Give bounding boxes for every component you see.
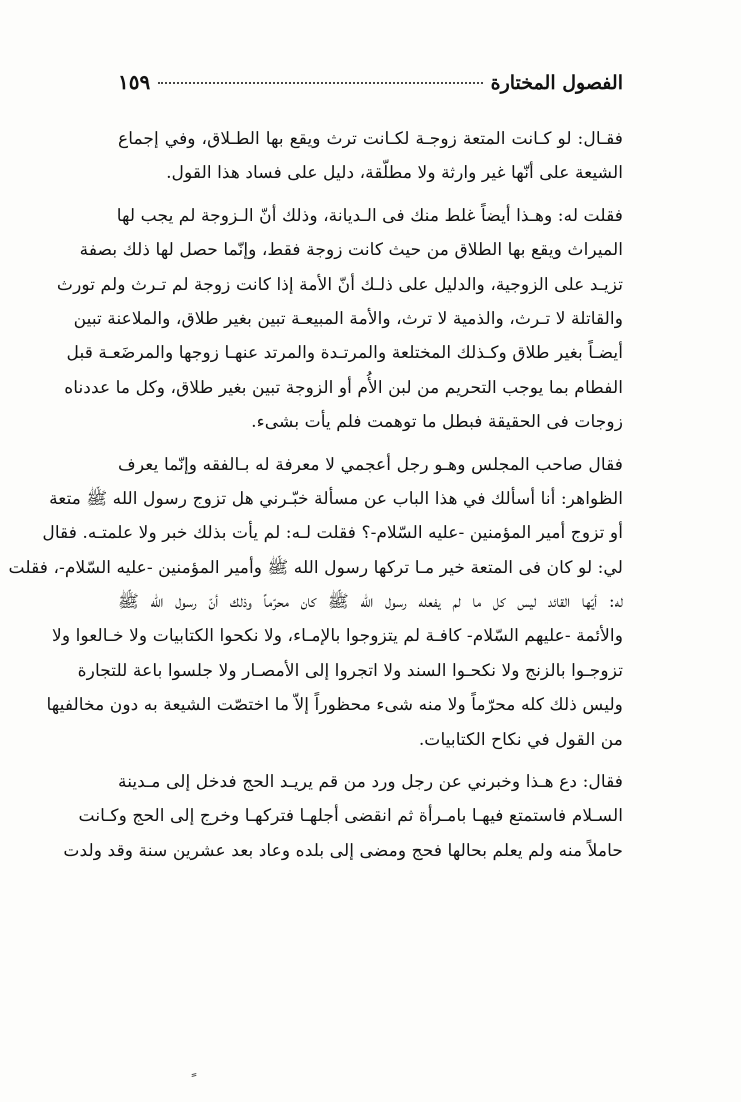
- text-line: زوجات فى الحقيقة فبطل ما توهمت فلم يأت بشىء.: [251, 412, 623, 433]
- text-line: من القول في نكاح الكتابيات.: [418, 729, 623, 750]
- running-header: [118, 70, 623, 110]
- page-body: [8, 122, 623, 868]
- page-number: ١٥٩: [118, 70, 151, 94]
- text-line: السـلام فاستمتع فيهـا بامـرأة ثم انقضى أجلهـا فتركهـا وخرج إلى الحج وكـانت: [78, 806, 623, 827]
- text-line: والأئمة -عليهم السّلام- كافـة لم يتزوجوا بالإمـاء، ولا نكحوا الكتابيات ولا خـالعوا ولا: [52, 626, 623, 647]
- text-line: الشيعة على أنّها غير وارثة ولا مطلّقة، دليل على فساد هذا القول.: [166, 163, 623, 184]
- text-line: أو تزوج أمير المؤمنين -عليه السّلام-؟ فقلت لـه: لم يأت بذلك خبر ولا علمتـه. فقال: [42, 523, 623, 544]
- text-line: الميراث ويقع بها الطلاق من حيث كانت زوجة فقط، وإنّما حصل لها ذلك بصفة: [79, 240, 623, 261]
- paragraph: [56, 199, 623, 440]
- text-line: الفطام بما يوجب التحريم من لبن الأُم أو الزوجة تبين بغير طلاق، وكل ما عددناه: [64, 377, 623, 398]
- paragraph: [63, 765, 623, 868]
- text-line: له: أيّها القائد ليس كل ما لم يفعله رسول الله ﷺ كان محرّماً وذلك أنّ رسول الله ﷺ: [118, 592, 623, 613]
- header-leader-dots: [158, 82, 482, 84]
- text-line: حاملاً منه ولم يعلم بحالها فحج ومضى إلى بلده وعاد بعد عشرين سنة وقد ولدت: [63, 840, 623, 861]
- text-line: تزوجـوا بالزنج ولا نكحـوا السند ولا اتجروا إلى الأمصـار ولا جلسوا باعة للتجارة: [77, 660, 623, 681]
- paragraph: [8, 448, 623, 758]
- text-line: أيضـاً بغير طلاق وكـذلك المختلعة والمرتـدة والمرتد عنهـا زوجها والمرضَعـة قبل: [66, 343, 623, 364]
- text-line: والقاتلة لا تـرث، والذمية لا ترث، والأمة المبيعـة تبين بغير طلاق، والملاعنة تبين: [73, 308, 623, 329]
- text-line: فقـال: لو كـانت المتعة زوجـة لكـانت ترث ويقع بها الطـلاق، وفي إجماع: [118, 129, 623, 149]
- text-line: تزيـد على الزوجية، والدليل على ذلـك أنّ الأمة إذا كانت زوجة لم تـرث ولم تورث: [56, 274, 623, 295]
- text-line: الظواهر: أنا أسألك في هذا الباب عن مسألة خبّـرني هل تزوج رسول الله ﷺ متعة: [49, 488, 623, 509]
- book-title: الفصول المختارة: [490, 72, 623, 94]
- text-line: وليس ذلك كله محرّماً ولا منه شىء محظوراً إلاّ ما اختصّت الشيعة به دون مخالفيها: [46, 695, 623, 716]
- text-line: لي: لو كان فى المتعة خير مـا تركها رسول الله ﷺ وأمير المؤمنين -عليه السّلام-، فقلت: [8, 557, 623, 578]
- text-line: فقال صاحب المجلس وهـو رجل أعجمي لا معرفة له بـالفقه وإنّما يعرف: [118, 454, 623, 475]
- text-line: فقال: دع هـذا وخبرني عن رجل ورد من قم يريـد الحج فدخل إلى مـدينة: [118, 772, 623, 793]
- text-line: فقلت له: وهـذا أيضاً غلط منك فى الـديانة، وذلك أنّ الـزوجة لم يجب لها: [116, 205, 623, 226]
- paragraph: [118, 122, 623, 191]
